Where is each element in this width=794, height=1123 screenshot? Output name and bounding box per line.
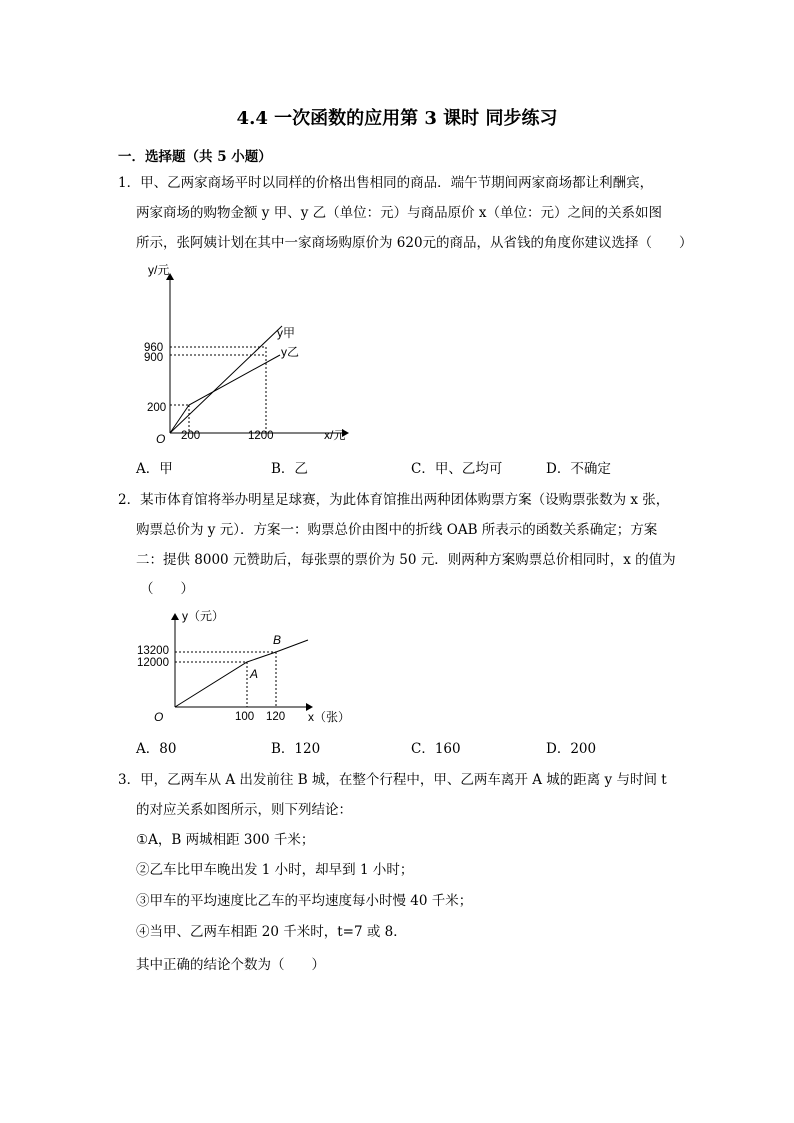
q1-label-yi: y乙 bbox=[281, 345, 300, 359]
q1-option-d[interactable]: D．不确定 bbox=[546, 461, 611, 477]
q3-line-2: 的对应关系如图所示，则下列结论： bbox=[136, 802, 352, 818]
q2-option-b[interactable]: B．120 bbox=[271, 741, 321, 757]
q2-option-c[interactable]: C．160 bbox=[411, 741, 461, 757]
q3-line-1: 3．甲，乙两车从 A 出发前往 B 城，在整个行程中，甲、乙两车离开 A 城的距离 y 与时间 t bbox=[118, 772, 667, 788]
q2-line-oab bbox=[175, 640, 308, 707]
q1-line-3: 所示，张阿姨计划在其中一家商场购原价为 620元的商品，从省钱的角度你建议选择（ ） bbox=[136, 235, 693, 251]
q2-ytick-13200: 13200 bbox=[137, 645, 169, 657]
q3-statement-3: ③甲车的平均速度比乙车的平均速度每小时慢 40 千米； bbox=[136, 893, 473, 909]
q2-xtick-100: 100 bbox=[235, 711, 255, 723]
q1-origin: O bbox=[156, 432, 166, 446]
q1-option-c[interactable]: C．甲、乙均可 bbox=[411, 461, 503, 477]
q1-option-b[interactable]: B．乙 bbox=[271, 461, 308, 477]
q1-ytick-900: 900 bbox=[144, 352, 164, 364]
q1-ylabel: y/元 bbox=[148, 263, 170, 277]
q3-line-question: 其中正确的结论个数为（ ） bbox=[136, 957, 325, 973]
q2-option-d[interactable]: D．200 bbox=[546, 741, 597, 757]
q2-figure bbox=[130, 604, 360, 729]
q2-point-a: A bbox=[250, 667, 259, 681]
q1-xtick-1200: 1200 bbox=[248, 430, 274, 442]
q1-figure bbox=[130, 262, 370, 452]
q2-line-1: 2．某市体育馆将举办明星足球赛，为此体育馆推出两种团体购票方案（设购票张数为 x 张， bbox=[118, 492, 670, 508]
q3-statement-1: ①A，B 两城相距 300 千米； bbox=[136, 832, 315, 848]
q2-option-a[interactable]: A．80 bbox=[136, 741, 177, 757]
q1-line-yi bbox=[170, 355, 280, 433]
q1-line-jia bbox=[170, 326, 282, 433]
q3-statement-2: ②乙车比甲车晚出发 1 小时，却早到 1 小时； bbox=[136, 862, 414, 878]
q2-xlabel: x（张） bbox=[308, 710, 351, 724]
q1-xlabel: x/元 bbox=[324, 428, 346, 442]
page-title: 4.4 一次函数的应用第 3 课时 同步练习 bbox=[236, 108, 558, 129]
q2-line-3: 二：提供 8000 元赞助后，每张票的票价为 50 元．则两种方案购票总价相同时，x 的值为 bbox=[136, 552, 676, 568]
q1-line-1: 1．甲、乙两家商场平时以同样的价格出售相同的商品．端午节期间两家商场都让利酬宾， bbox=[118, 175, 654, 191]
q1-label-jia: y甲 bbox=[277, 326, 296, 340]
q1-line-2: 两家商场的购物金额 y 甲、y 乙（单位：元）与商品原价 x（单位：元）之间的关系如图 bbox=[136, 205, 663, 221]
q2-line-4: （ ） bbox=[140, 581, 194, 597]
q2-ylabel: y（元） bbox=[182, 609, 225, 623]
q1-xtick-200: 200 bbox=[181, 430, 201, 442]
q3-statement-4: ④当甲、乙两车相距 20 千米时，t=7 或 8． bbox=[136, 924, 407, 940]
q2-origin: O bbox=[154, 710, 164, 724]
q2-ytick-12000: 12000 bbox=[137, 657, 169, 669]
q2-line-2: 购票总价为 y 元）．方案一：购票总价由图中的折线 OAB 所表示的函数关系确定；方案 bbox=[136, 522, 658, 538]
q1-option-a[interactable]: A．甲 bbox=[136, 461, 173, 477]
q2-point-b: B bbox=[273, 633, 282, 647]
q2-xtick-120: 120 bbox=[266, 711, 286, 723]
section-heading: 一．选择题（共 5 小题） bbox=[118, 149, 272, 165]
q1-ytick-960: 960 bbox=[144, 342, 164, 354]
q1-ytick-200: 200 bbox=[147, 402, 167, 414]
